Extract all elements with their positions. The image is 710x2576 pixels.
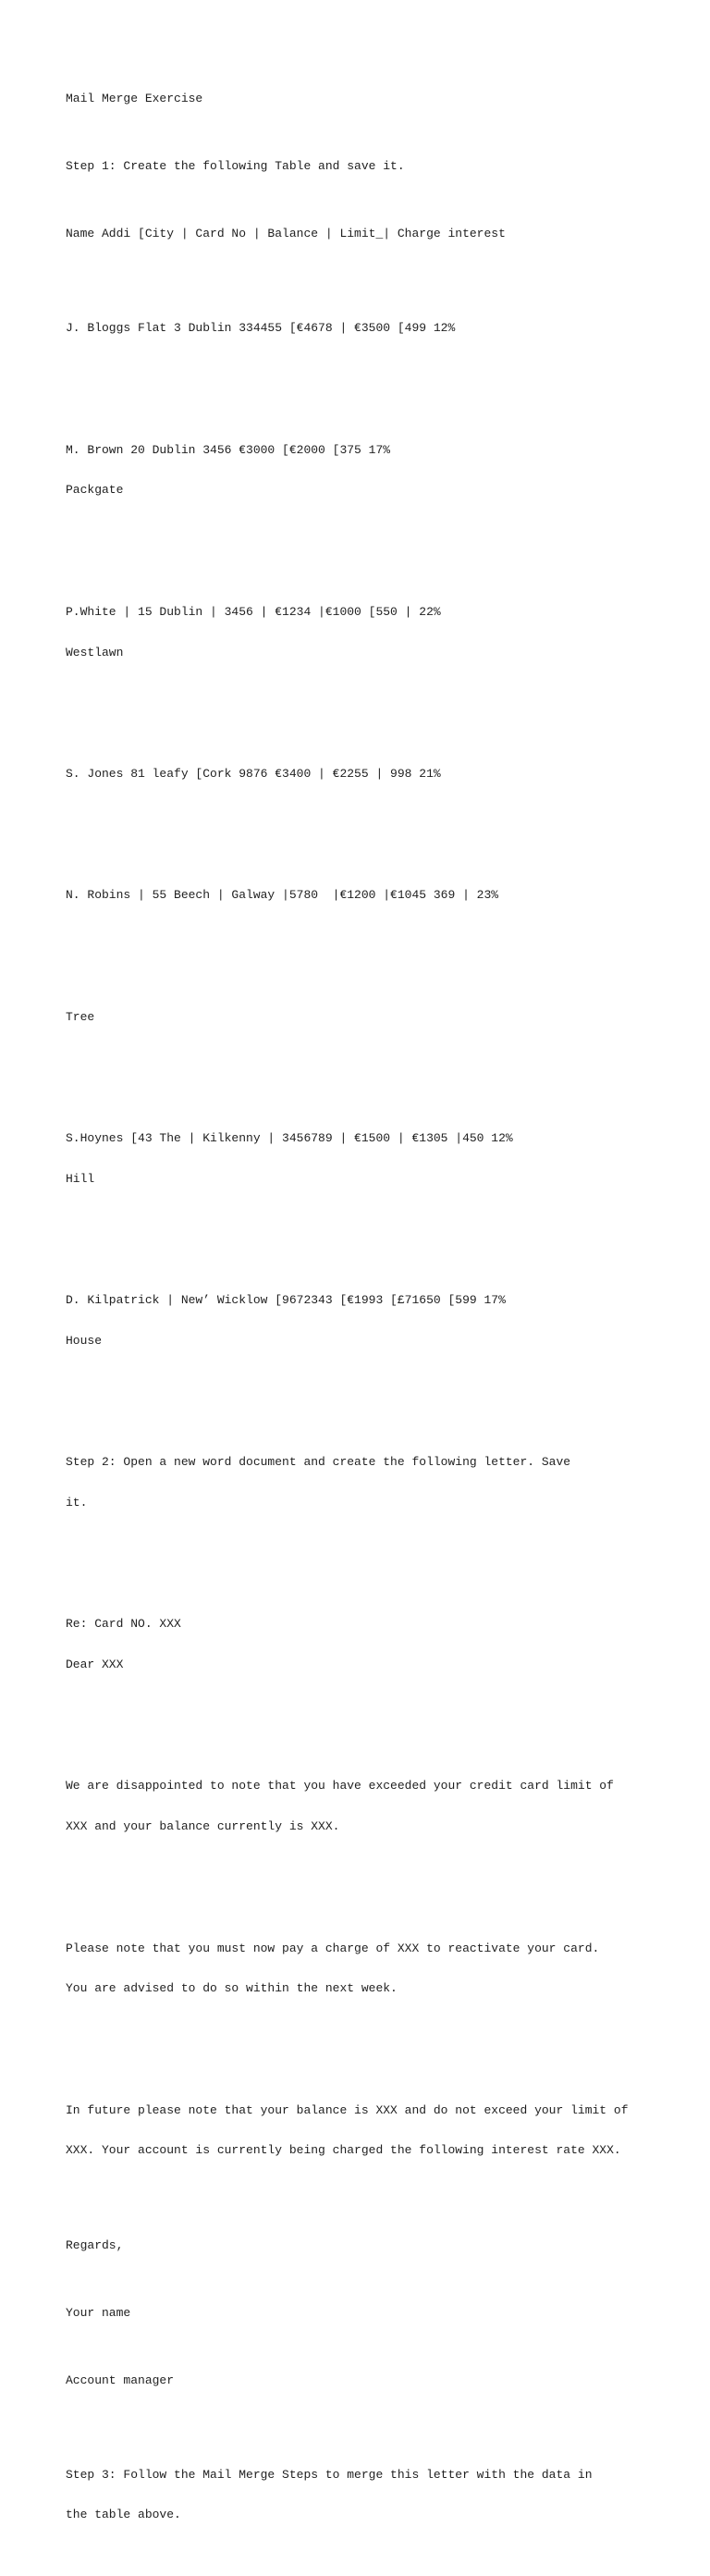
table-row-continuation: Packgate [66, 483, 124, 498]
letter-signature-title: Account manager [66, 2373, 175, 2387]
letter-line: XXX and your balance currently is XXX. [66, 1819, 340, 1834]
table-row [66, 741, 676, 808]
letter-line: We are disappointed to note that you have exceeded your credit card limit of [66, 1779, 614, 1793]
table-row-continuation: Hill [66, 1171, 95, 1186]
table-row [66, 416, 676, 524]
letter-salutation: Dear XXX [66, 1658, 124, 1672]
table-row [66, 983, 676, 1051]
letter-line: In future please note that your balance is XXX and do not exceed your limit of [66, 2102, 629, 2117]
step-2-instruction [66, 1429, 676, 1537]
table-row-line: P.White | 15 Dublin | 3456 | €1234 |€1000 [550 | 22% [66, 604, 441, 619]
letter-line: You are advised to do so within the next week. [66, 1981, 398, 1996]
document-title: Mail Merge Exercise [66, 92, 203, 106]
document-page [66, 66, 676, 2576]
table-row-line: S. Jones 81 leafy [Cork 9876 €3400 | €2255 | 998 21% [66, 766, 441, 781]
table-row [66, 295, 676, 363]
table-row-line: S.Hoynes [43 The | Kilkenny | 3456789 | €1500 | €1305 |450 12% [66, 1130, 513, 1145]
step-2-line: Step 2: Open a new word document and create the following letter. Save [66, 1455, 571, 1470]
table-header-row: Name Addi [City | Card No | Balance | Limit_| Charge interest [66, 227, 506, 241]
step-3-line: the table above. [66, 2508, 181, 2522]
table-row-line: M. Brown 20 Dublin 3456 €3000 [€2000 [375 17% [66, 442, 391, 457]
letter-paragraph-1 [66, 1753, 676, 1861]
table-row-continuation: House [66, 1333, 103, 1348]
letter-line: Please note that you must now pay a charge of XXX to reactivate your card. [66, 1941, 600, 1955]
table-row-line: N. Robins | 55 Beech | Galway |5780 |€1200 |€1045 369 | 23% [66, 888, 499, 903]
letter-signature-name: Your name [66, 2305, 131, 2320]
table-row [66, 862, 676, 930]
table-row-line: Tree [66, 1009, 95, 1024]
letter-heading [66, 1591, 676, 1699]
step-3-line: Step 3: Follow the Mail Merge Steps to merge this letter with the data in [66, 2467, 593, 2482]
table-row-continuation: Westlawn [66, 645, 124, 659]
table-row [66, 579, 676, 687]
table-row-line: D. Kilpatrick | New’ Wicklow [9672343 [€1993 [£71650 [599 17% [66, 1293, 506, 1308]
step-2-line: it. [66, 1495, 88, 1510]
letter-reference: Re: Card NO. XXX [66, 1617, 181, 1632]
letter-paragraph-2 [66, 1915, 676, 2023]
letter-closing: Regards, [66, 2237, 124, 2252]
table-row-line: J. Bloggs Flat 3 Dublin 334455 [€4678 | €3500 [499 12% [66, 321, 456, 336]
letter-paragraph-3 [66, 2077, 676, 2185]
letter-line: XXX. Your account is currently being charged the following interest rate XXX. [66, 2143, 621, 2158]
step-1-instruction: Step 1: Create the following Table and save it. [66, 159, 405, 174]
table-row [66, 1105, 676, 1214]
table-row [66, 1267, 676, 1375]
step-3-instruction [66, 2442, 676, 2550]
